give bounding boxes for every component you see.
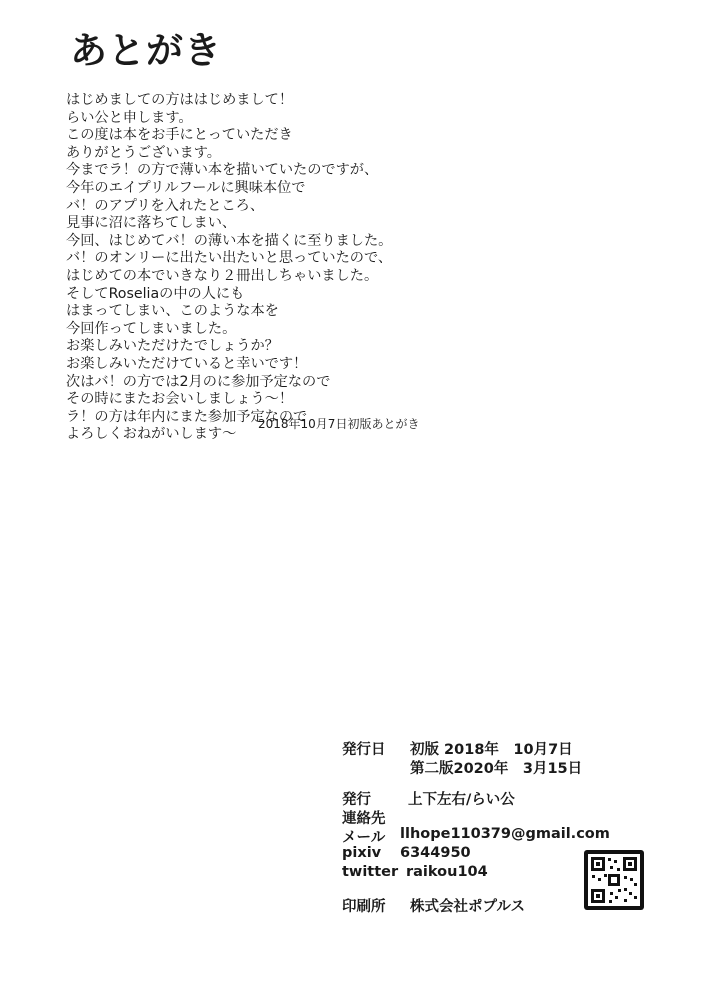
issue-date-row	[342, 738, 642, 757]
qr-code-icon[interactable]	[584, 850, 644, 910]
afterword-body	[66, 92, 626, 444]
body-line: お楽しみいただけたでしょうか？	[66, 338, 279, 355]
body-line: はまってしまい、このような本を	[66, 303, 279, 320]
mail-address[interactable]: llhope110379@gmail.com	[400, 826, 610, 842]
body-line: ラ！の方は年内にまた参加予定なので	[66, 408, 308, 425]
publisher-row	[342, 788, 642, 807]
body-line: よろしくおねがいします〜	[66, 426, 237, 443]
body-line: 今までラ！の方で薄い本を描いていたのですが、	[66, 162, 379, 179]
second-edition-row	[342, 757, 642, 776]
first-edition-date: 初版 2018年 10月7日	[410, 742, 573, 758]
mail-label: メール	[342, 830, 386, 846]
contact-row	[342, 807, 642, 826]
body-line: はじめましての方ははじめまして！	[66, 92, 294, 108]
body-line: 今回、はじめてバ！の薄い本を描くに至りました。	[66, 232, 393, 249]
mail-row	[342, 826, 642, 845]
twitter-label: twitter	[342, 864, 399, 880]
body-line: この度は本をお手にとっていただき	[66, 127, 293, 144]
body-line: 今回作ってしまいました。	[66, 320, 237, 337]
body-line: お楽しみいただけていると幸いです！	[66, 355, 308, 372]
body-line: バ！のアプリを入れたところ、	[66, 197, 265, 214]
body-line: バ！のオンリーに出たい出たいと思っていたので、	[66, 250, 393, 267]
printer-label: 印刷所	[342, 899, 386, 915]
body-line: その時にまたお会いしましょう〜！	[66, 391, 294, 408]
pixiv-label: pixiv	[342, 845, 382, 861]
afterword-signature: 2018年10月7日初版あとがき	[258, 417, 420, 431]
body-line: はじめての本でいきなり２冊出しちゃいました。	[66, 267, 379, 284]
body-line: 見事に沼に落ちてしまい、	[66, 215, 237, 232]
body-line: 今年のエイプリルフールに興味本位で	[66, 179, 306, 196]
second-edition-date: 第二版2020年 3月15日	[410, 761, 583, 777]
contact-label: 連絡先	[342, 811, 386, 827]
pixiv-id[interactable]: 6344950	[400, 845, 471, 861]
issue-date-label: 発行日	[342, 742, 386, 758]
twitter-id[interactable]: raikou104	[406, 864, 488, 880]
body-line: ありがとうございます。	[66, 144, 221, 161]
body-line: 次はバ！の方では2月のに参加予定なので	[66, 373, 331, 390]
publisher-name: 上下左右/らい公	[408, 792, 515, 808]
body-line: そしてRoseliaの中の人にも	[66, 285, 245, 302]
body-line: らい公と申します。	[66, 109, 193, 126]
printer-name: 株式会社ポプルス	[410, 899, 525, 915]
page-title: あとがき	[70, 29, 222, 72]
publisher-label: 発行	[342, 792, 371, 808]
